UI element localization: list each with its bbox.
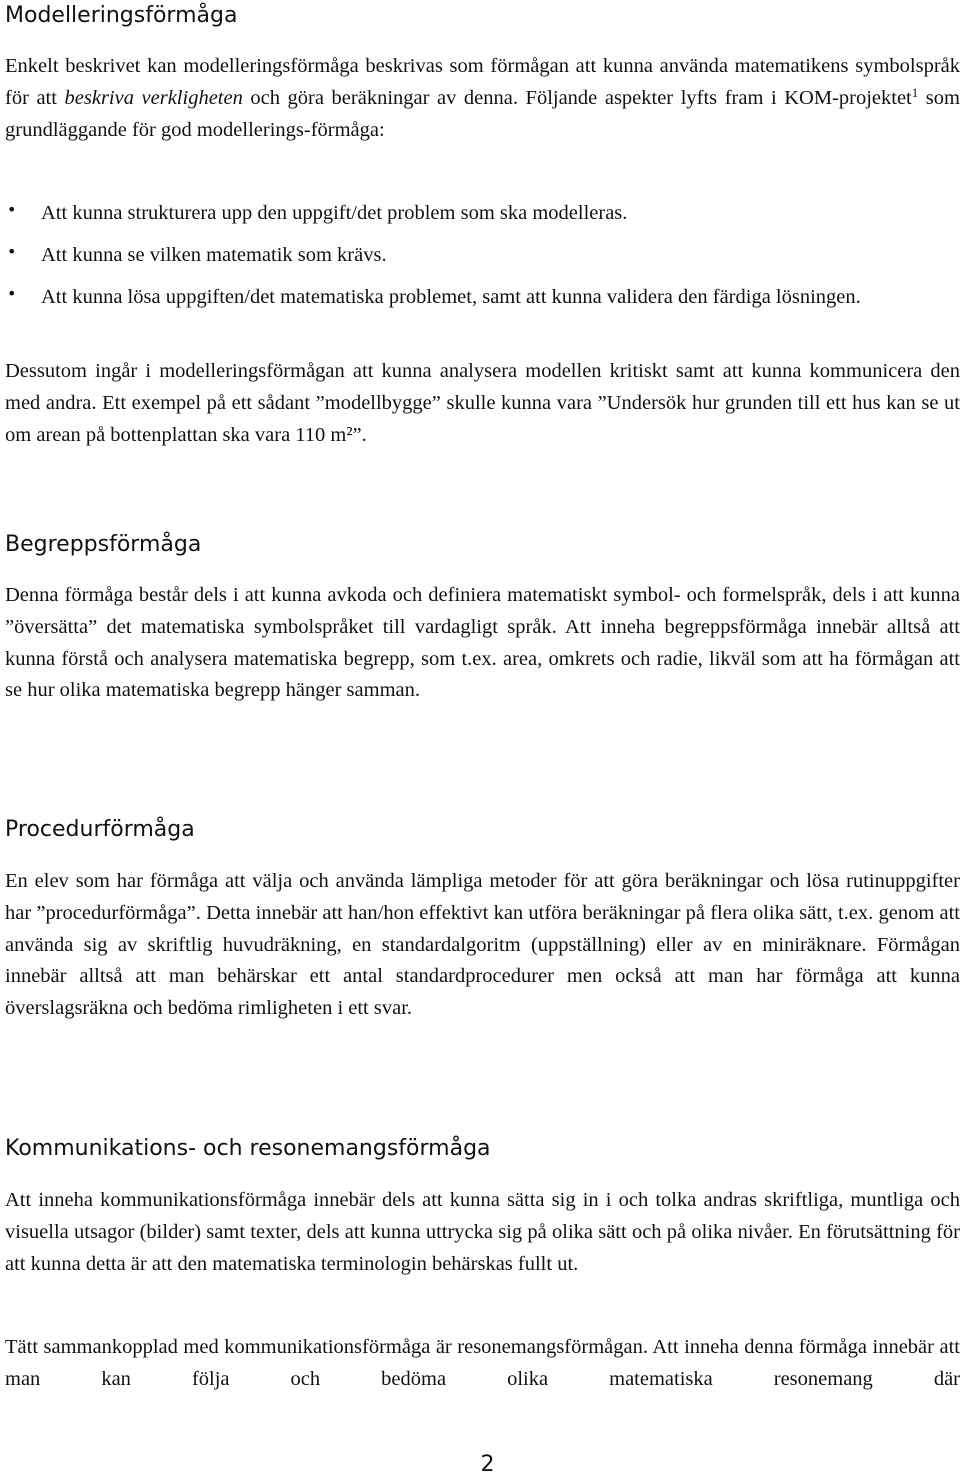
section-heading-kommunikation: Kommunikations- och resonemangsförmåga [5,1136,491,1161]
communication-paragraph: Att inneha kommunikationsförmåga innebär dels att kunna sätta sig in i och tolka andras skriftliga, muntliga och visuella utsagor (bilder) samt texter, dels att kunna uttrycka sig på olika sätt och på olika nivåer. En förutsättning för att kunna detta är att den matematiska terminologin behärskas fullt ut. [5,1189,960,1275]
intro-text-1: Enkelt beskrivet kan modelleringsförmåga beskrivas som förmågan att kunna använda matematikens symbolspråk för att [5,55,960,109]
intro-paragraph [5,51,960,146]
footnote-reference: 1 [911,84,919,100]
section-heading-begrepp: Begreppsförmåga [5,532,202,557]
reasoning-paragraph: Tätt sammankopplad med kommunikationsförmåga är resonemangsförmågan. Att inneha denna förmåga innebär att man kan följa och bedöma olika matematiska resonemang där [5,1336,960,1390]
bullet-icon: • [7,283,17,303]
procedure-paragraph: En elev som har förmåga att välja och använda lämpliga metoder för att göra beräkningar och lösa rutinuppgifter har ”procedurförmåga”. Detta innebär att han/hon effektivt kan utföra beräkningar på flera olika sätt, t.ex. genom att använda sig av skriftlig huvudräkning, en standardalgoritm (uppställning) eller av en miniräknare. Förmågan innebär alltså att man behärskar ett antal standardprocedurer men också att man har förmåga att kunna överslagsräkna och bedöma rimligheten i ett svar. [5,870,960,1020]
bullet-text: Att kunna strukturera upp den uppgift/det problem som ska modelleras. [41,202,628,224]
section-heading-procedur: Procedurförmåga [5,817,195,842]
bullet-item [0,240,960,272]
bullet-icon: • [7,241,17,261]
intro-italic-text: beskriva verkligheten [64,86,243,109]
aspect-bullet-list [0,198,960,313]
bullet-text: Att kunna se vilken matematik som krävs. [41,243,387,266]
bullet-text: Att kunna lösa uppgiften/det matematiska problemet, samt att kunna validera den färdiga lösningen. [41,285,861,308]
bullet-item [0,198,960,230]
page-number: 2 [480,1452,495,1477]
section-heading-modellering: Modelleringsförmåga [5,3,238,28]
bullet-icon: • [7,200,17,219]
bullet-item [0,282,960,314]
modelling-paragraph: Dessutom ingår i modelleringsförmågan att kunna analysera modellen kritiskt samt att kunna kommunicera den med andra. Ett exempel på ett sådant ”modellbygge” skulle kunna vara ”Undersök hur grunden till ett hus kan se ut om arean på bottenplattan ska vara 110 m²”. [5,360,960,446]
intro-text-2: och göra beräkningar av denna. Följande aspekter lyfts fram i KOM-projektet [242,86,912,109]
concept-paragraph: Denna förmåga består dels i att kunna avkoda och definiera matematiskt symbol- och formelspråk, dels i att kunna ”översätta” det matematiska symbolspråket till vardagligt språk. Att inneha begreppsförmåga innebär alltså att kunna förstå och analysera matematiska begrepp, som t.ex. area, omkrets och radie, likväl som att ha förmågan att se hur olika matematiska begrepp hänger samman. [5,584,960,702]
intro-text-3: som grundläggande för god modellerings-förmåga: [5,86,960,141]
